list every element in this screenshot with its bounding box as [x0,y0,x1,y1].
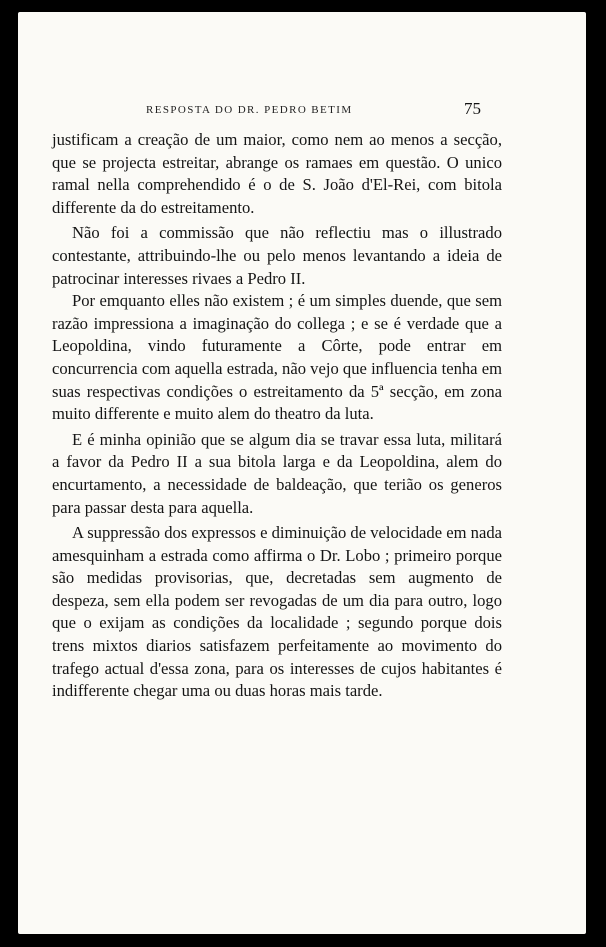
body-text [52,129,502,703]
paragraph: A suppressão dos expressos e diminuição de velocidade em nada amesquinham a estrada como affirma o Dr. Lobo ; primeiro porque são medidas provisorias, que, decretadas sem augmento de despeza, sem ella podem ser revogadas de um dia para outro, logo que o exijam as condições da localidade ; segundo porque dois trens mixtos diarios satisfazem perfeitamente ao movimento do trafego actual d'essa zona, para os interesses de cujos habitantes é indifferente chegar uma ou duas horas mais tarde. [52,523,502,701]
paragraph: Por emquanto elles não existem ; é um simples duende, que sem razão impressiona a imaginação do collega ; e se é verdade que a Leopoldina, vindo futuramente a Côrte, pode entrar em concurrencia com aquella estrada, não vejo que influencia tenha em suas respectivas condições o estreitamento da 5ª secção, em zona muito differente e muito alem do theatro da luta. [52,291,502,424]
paragraph: Não foi a commissão que não reflectiu mas o illustrado contestante, attribuindo-lhe ou pelo menos levantando a ideia de patrocinar interesses rivaes a Pedro II. [52,223,502,288]
book-page [18,12,586,934]
paragraph: E é minha opinião que se algum dia se travar essa luta, militará a favor da Pedro II a sua bitola larga e da Leopoldina, alem do encurtamento, a necessidade de baldeação, que terião os generos para passar desta para aquella. [52,429,502,517]
running-title: RESPOSTA DO DR. PEDRO BETIM [146,104,353,116]
page-number: 75 [464,99,481,118]
running-head [18,99,586,124]
paragraph-continued: justificam a creação de um maior, como nem ao menos a secção, que se projecta estreitar, abrange os ramaes em questão. O unico ramal nella comprehendido é o de S. João d'El-Rei, com bitola differente da do estreitamento. [52,130,502,217]
